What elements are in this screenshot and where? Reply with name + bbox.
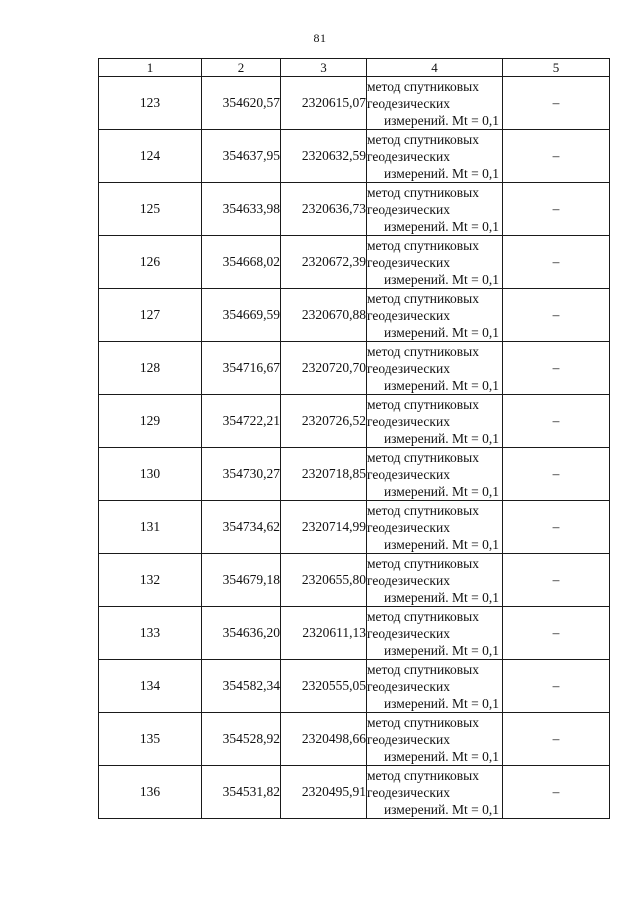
method-line-2: геодезических xyxy=(367,360,450,376)
y-coordinate-cell: 2320632,59 xyxy=(281,130,367,183)
table-row xyxy=(99,236,610,289)
y-coordinate-cell: 2320615,07 xyxy=(281,77,367,130)
method-line-1: метод спутниковых xyxy=(367,449,479,465)
y-coordinate-cell: 2320495,91 xyxy=(281,766,367,819)
point-number-cell: 128 xyxy=(99,342,202,395)
method-line-1: метод спутниковых xyxy=(367,290,479,306)
method-line-2: геодезических xyxy=(367,254,450,270)
method-line-1: метод спутниковых xyxy=(367,502,479,518)
x-coordinate-cell: 354582,34 xyxy=(202,660,281,713)
point-number-cell: 136 xyxy=(99,766,202,819)
method-line-2: геодезических xyxy=(367,95,450,111)
coordinates-table xyxy=(98,58,610,819)
method-line-3: измерений. Mt = 0,1 xyxy=(383,801,499,817)
method-line-1: метод спутниковых xyxy=(367,555,479,571)
x-coordinate-cell: 354531,82 xyxy=(202,766,281,819)
method-line-2: геодезических xyxy=(367,201,450,217)
method-cell xyxy=(367,766,503,819)
note-cell: – xyxy=(503,607,610,660)
x-coordinate-cell: 354633,98 xyxy=(202,183,281,236)
method-line-1: метод спутниковых xyxy=(367,714,479,730)
method-line-2: геодезических xyxy=(367,678,450,694)
point-number-cell: 125 xyxy=(99,183,202,236)
method-cell xyxy=(367,501,503,554)
method-line-1: метод спутниковых xyxy=(367,343,479,359)
point-number-cell: 129 xyxy=(99,395,202,448)
table-row xyxy=(99,183,610,236)
note-cell: – xyxy=(503,289,610,342)
method-cell xyxy=(367,183,503,236)
column-header-4: 4 xyxy=(367,59,503,77)
method-line-2: геодезических xyxy=(367,784,450,800)
point-number-cell: 132 xyxy=(99,554,202,607)
method-line-2: геодезических xyxy=(367,413,450,429)
x-coordinate-cell: 354637,95 xyxy=(202,130,281,183)
method-cell xyxy=(367,342,503,395)
method-cell xyxy=(367,607,503,660)
point-number-cell: 130 xyxy=(99,448,202,501)
x-coordinate-cell: 354716,67 xyxy=(202,342,281,395)
method-line-2: геодезических xyxy=(367,625,450,641)
method-line-3: измерений. Mt = 0,1 xyxy=(383,430,499,446)
y-coordinate-cell: 2320670,88 xyxy=(281,289,367,342)
method-line-3: измерений. Mt = 0,1 xyxy=(383,589,499,605)
method-line-3: измерений. Mt = 0,1 xyxy=(383,112,499,128)
x-coordinate-cell: 354730,27 xyxy=(202,448,281,501)
y-coordinate-cell: 2320498,66 xyxy=(281,713,367,766)
method-line-3: измерений. Mt = 0,1 xyxy=(383,695,499,711)
method-line-2: геодезических xyxy=(367,307,450,323)
note-cell: – xyxy=(503,77,610,130)
table-row xyxy=(99,342,610,395)
method-line-3: измерений. Mt = 0,1 xyxy=(383,165,499,181)
method-line-2: геодезических xyxy=(367,572,450,588)
table-row xyxy=(99,77,610,130)
y-coordinate-cell: 2320655,80 xyxy=(281,554,367,607)
y-coordinate-cell: 2320636,73 xyxy=(281,183,367,236)
method-line-1: метод спутниковых xyxy=(367,237,479,253)
method-cell xyxy=(367,395,503,448)
note-cell: – xyxy=(503,501,610,554)
note-cell: – xyxy=(503,183,610,236)
note-cell: – xyxy=(503,236,610,289)
table-row xyxy=(99,130,610,183)
method-line-3: измерений. Mt = 0,1 xyxy=(383,748,499,764)
method-line-1: метод спутниковых xyxy=(367,608,479,624)
y-coordinate-cell: 2320555,05 xyxy=(281,660,367,713)
point-number-cell: 127 xyxy=(99,289,202,342)
method-cell xyxy=(367,130,503,183)
column-header-2: 2 xyxy=(202,59,281,77)
method-cell xyxy=(367,660,503,713)
method-line-3: измерений. Mt = 0,1 xyxy=(383,536,499,552)
method-cell xyxy=(367,554,503,607)
note-cell: – xyxy=(503,713,610,766)
table-row xyxy=(99,395,610,448)
y-coordinate-cell: 2320672,39 xyxy=(281,236,367,289)
table-row xyxy=(99,766,610,819)
method-cell xyxy=(367,289,503,342)
table-row xyxy=(99,289,610,342)
note-cell: – xyxy=(503,554,610,607)
column-header-5: 5 xyxy=(503,59,610,77)
note-cell: – xyxy=(503,448,610,501)
point-number-cell: 135 xyxy=(99,713,202,766)
y-coordinate-cell: 2320611,13 xyxy=(281,607,367,660)
column-header-3: 3 xyxy=(281,59,367,77)
method-line-2: геодезических xyxy=(367,148,450,164)
x-coordinate-cell: 354722,21 xyxy=(202,395,281,448)
point-number-cell: 124 xyxy=(99,130,202,183)
x-coordinate-cell: 354679,18 xyxy=(202,554,281,607)
x-coordinate-cell: 354528,92 xyxy=(202,713,281,766)
y-coordinate-cell: 2320720,70 xyxy=(281,342,367,395)
method-line-1: метод спутниковых xyxy=(367,767,479,783)
point-number-cell: 134 xyxy=(99,660,202,713)
x-coordinate-cell: 354669,59 xyxy=(202,289,281,342)
note-cell: – xyxy=(503,130,610,183)
method-cell xyxy=(367,713,503,766)
table-row xyxy=(99,554,610,607)
method-cell xyxy=(367,448,503,501)
method-cell xyxy=(367,236,503,289)
method-line-1: метод спутниковых xyxy=(367,396,479,412)
x-coordinate-cell: 354668,02 xyxy=(202,236,281,289)
note-cell: – xyxy=(503,342,610,395)
method-line-1: метод спутниковых xyxy=(367,661,479,677)
page-number: 81 xyxy=(313,31,327,45)
table-row xyxy=(99,501,610,554)
x-coordinate-cell: 354620,57 xyxy=(202,77,281,130)
x-coordinate-cell: 354734,62 xyxy=(202,501,281,554)
point-number-cell: 126 xyxy=(99,236,202,289)
x-coordinate-cell: 354636,20 xyxy=(202,607,281,660)
note-cell: – xyxy=(503,766,610,819)
y-coordinate-cell: 2320726,52 xyxy=(281,395,367,448)
method-line-2: геодезических xyxy=(367,519,450,535)
method-line-1: метод спутниковых xyxy=(367,78,479,94)
table-row xyxy=(99,607,610,660)
method-cell xyxy=(367,77,503,130)
table-row xyxy=(99,448,610,501)
y-coordinate-cell: 2320714,99 xyxy=(281,501,367,554)
method-line-1: метод спутниковых xyxy=(367,131,479,147)
table-row xyxy=(99,660,610,713)
method-line-3: измерений. Mt = 0,1 xyxy=(383,271,499,287)
method-line-3: измерений. Mt = 0,1 xyxy=(383,483,499,499)
point-number-cell: 131 xyxy=(99,501,202,554)
method-line-3: измерений. Mt = 0,1 xyxy=(383,218,499,234)
note-cell: – xyxy=(503,660,610,713)
table-body xyxy=(99,77,610,819)
y-coordinate-cell: 2320718,85 xyxy=(281,448,367,501)
method-line-3: измерений. Mt = 0,1 xyxy=(383,642,499,658)
column-header-1: 1 xyxy=(99,59,202,77)
method-line-2: геодезических xyxy=(367,466,450,482)
method-line-1: метод спутниковых xyxy=(367,184,479,200)
point-number-cell: 123 xyxy=(99,77,202,130)
note-cell: – xyxy=(503,395,610,448)
table-header-row xyxy=(99,59,610,77)
method-line-3: измерений. Mt = 0,1 xyxy=(383,377,499,393)
method-line-3: измерений. Mt = 0,1 xyxy=(383,324,499,340)
table-row xyxy=(99,713,610,766)
point-number-cell: 133 xyxy=(99,607,202,660)
method-line-2: геодезических xyxy=(367,731,450,747)
